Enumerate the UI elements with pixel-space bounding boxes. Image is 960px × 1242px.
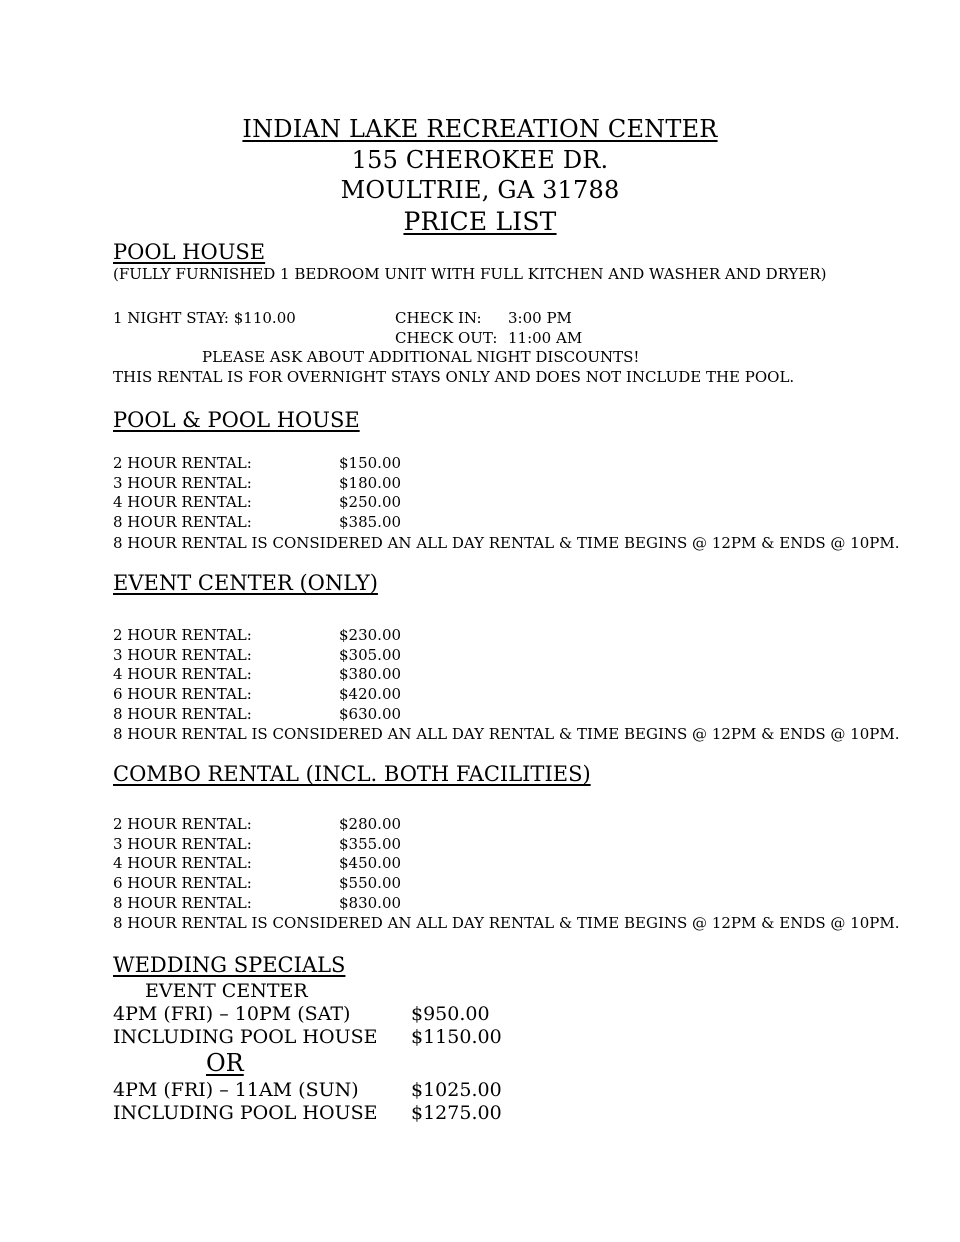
all-day-rental-note: 8 HOUR RENTAL IS CONSIDERED AN ALL DAY RENTAL & TIME BEGINS @ 12PM & ENDS @ 10PM. xyxy=(113,534,900,552)
check-out-time: 11:00 AM xyxy=(508,329,583,347)
combo-rental-heading: COMBO RENTAL (INCL. BOTH FACILITIES) xyxy=(113,762,591,786)
rate-label: 2 HOUR RENTAL: xyxy=(113,815,252,833)
rate-price: $230.00 xyxy=(339,626,402,644)
wedding-option-price: $1025.00 xyxy=(411,1079,502,1101)
rate-price: $385.00 xyxy=(339,513,402,532)
rate-price: $355.00 xyxy=(339,834,402,853)
page-title: INDIAN LAKE RECREATION CENTER xyxy=(242,115,718,143)
rate-label: 2 HOUR RENTAL: xyxy=(113,454,252,472)
pool-house-heading: POOL HOUSE xyxy=(113,240,266,264)
rate-price: $150.00 xyxy=(339,454,402,472)
rate-label: 6 HOUR RENTAL: xyxy=(113,874,252,893)
event-center-heading: EVENT CENTER (ONLY) xyxy=(113,571,378,595)
wedding-option-price: $1150.00 xyxy=(411,1026,502,1048)
rate-price: $550.00 xyxy=(339,874,402,893)
wedding-option-row xyxy=(113,1101,502,1125)
rate-price: $450.00 xyxy=(339,854,402,873)
rate-price: $830.00 xyxy=(339,893,402,912)
wedding-specials-heading: WEDDING SPECIALS xyxy=(113,953,346,977)
discount-note: PLEASE ASK ABOUT ADDITIONAL NIGHT DISCOUNTS! xyxy=(202,348,640,366)
rate-label: 6 HOUR RENTAL: xyxy=(113,685,252,704)
pool-and-pool-house-heading: POOL & POOL HOUSE xyxy=(113,408,360,432)
wedding-option-label: 4PM (FRI) – 10PM (SAT) xyxy=(113,1003,351,1025)
or-divider: OR xyxy=(206,1049,244,1077)
rate-label: 8 HOUR RENTAL: xyxy=(113,513,252,532)
price-list-title: PRICE LIST xyxy=(403,207,557,236)
check-in-time: 3:00 PM xyxy=(508,309,572,327)
rate-label: 3 HOUR RENTAL: xyxy=(113,834,252,853)
address-street: 155 CHEROKEE DR. xyxy=(351,146,609,174)
wedding-option-row xyxy=(113,1002,490,1026)
wedding-option-row xyxy=(113,1025,502,1049)
wedding-option-row xyxy=(113,1078,502,1102)
rate-label: 8 HOUR RENTAL: xyxy=(113,893,252,912)
rate-price: $420.00 xyxy=(339,685,402,704)
rate-label: 4 HOUR RENTAL: xyxy=(113,493,252,512)
rate-label: 4 HOUR RENTAL: xyxy=(113,665,252,684)
rate-label: 3 HOUR RENTAL: xyxy=(113,645,252,664)
address-city: MOULTRIE, GA 31788 xyxy=(340,176,620,204)
rate-price: $380.00 xyxy=(339,665,402,684)
all-day-rental-note: 8 HOUR RENTAL IS CONSIDERED AN ALL DAY RENTAL & TIME BEGINS @ 12PM & ENDS @ 10PM. xyxy=(113,914,900,932)
all-day-rental-note: 8 HOUR RENTAL IS CONSIDERED AN ALL DAY RENTAL & TIME BEGINS @ 12PM & ENDS @ 10PM. xyxy=(113,725,900,743)
pool-house-description: (FULLY FURNISHED 1 BEDROOM UNIT WITH FULL KITCHEN AND WASHER AND DRYER) xyxy=(113,265,827,283)
rate-label: 4 HOUR RENTAL: xyxy=(113,854,252,873)
overnight-restriction-note: THIS RENTAL IS FOR OVERNIGHT STAYS ONLY AND DOES NOT INCLUDE THE POOL. xyxy=(113,368,795,386)
rate-price: $250.00 xyxy=(339,493,402,512)
rate-price: $180.00 xyxy=(339,473,402,492)
wedding-option-price: $950.00 xyxy=(411,1003,490,1025)
event-center-subheading: EVENT CENTER xyxy=(145,980,308,1002)
rate-price: $630.00 xyxy=(339,704,402,723)
wedding-option-label: INCLUDING POOL HOUSE xyxy=(113,1102,378,1124)
wedding-option-label: INCLUDING POOL HOUSE xyxy=(113,1026,378,1048)
check-out-label: CHECK OUT: xyxy=(395,329,498,347)
rate-price: $305.00 xyxy=(339,645,402,664)
wedding-option-label: 4PM (FRI) – 11AM (SUN) xyxy=(113,1079,359,1101)
rate-label: 8 HOUR RENTAL: xyxy=(113,704,252,723)
check-in-label: CHECK IN: xyxy=(395,309,482,327)
wedding-option-price: $1275.00 xyxy=(411,1102,502,1124)
rate-price: $280.00 xyxy=(339,815,402,833)
rate-label: 3 HOUR RENTAL: xyxy=(113,473,252,492)
rate-label: 2 HOUR RENTAL: xyxy=(113,626,252,644)
one-night-stay-rate: 1 NIGHT STAY: $110.00 xyxy=(113,309,296,327)
